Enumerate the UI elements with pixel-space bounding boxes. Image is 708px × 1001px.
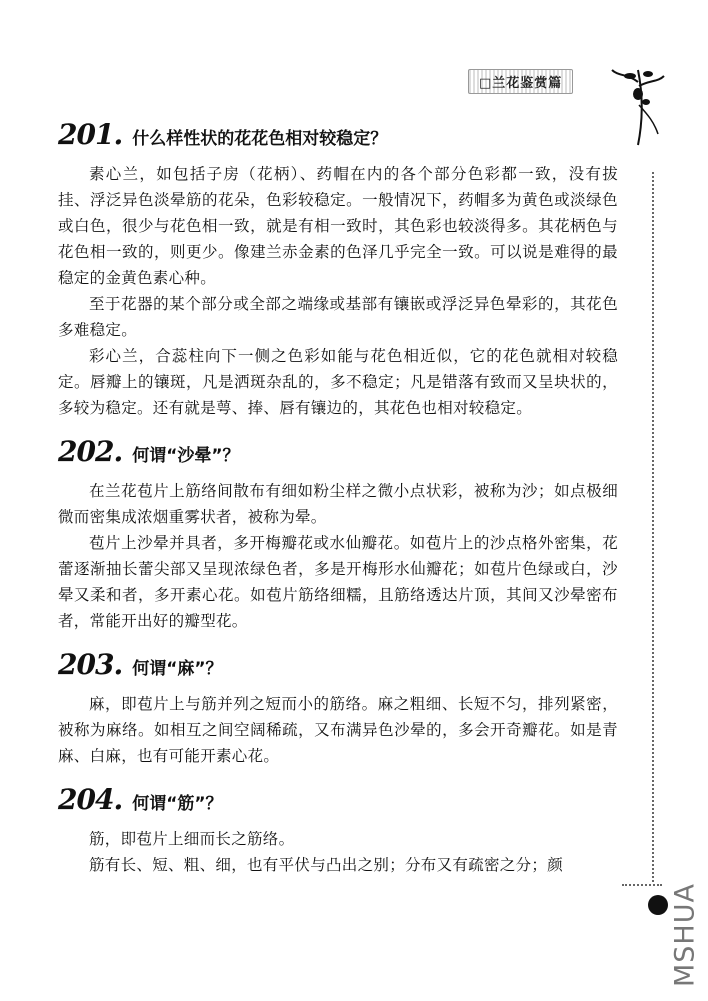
question-title: 什么样性状的花花色相对较稳定？ [132, 129, 388, 149]
paragraph: 苞片上沙晕并具者，多开梅瓣花或水仙瓣花。如苞片上的沙点格外密集，花蕾逐渐抽长蕾尖部又呈现浓绿色者，多是开梅形水仙瓣花；如苞片色绿或白，沙晕又柔和者，多开素心花。如苞片筋络细糯，且筋络透达片顶，其间又沙晕密布者，常能开出好的瓣型花。 [58, 534, 618, 630]
question-204 [58, 783, 618, 878]
paragraph: 在兰花苞片上筋络间散布有细如粉尘样之微小点状彩，被称为沙；如点极细微而密集成浓烟重雾状者，被称为晕。 [58, 482, 618, 526]
question-202 [58, 435, 618, 634]
question-heading [58, 118, 618, 151]
question-title: 何谓“筋”？ [132, 794, 223, 814]
question-number: 202. [58, 435, 123, 468]
paragraph: 彩心兰，合蕊柱向下一侧之色彩如能与花色相近似，它的花色就相对较稳定。唇瓣上的镶斑，凡是洒斑杂乱的，多不稳定；凡是错落有致而又呈块状的，多较为稳定。还有就是萼、捧、唇有镶边的，其花色也相对较稳定。 [58, 347, 618, 417]
question-201 [58, 118, 618, 421]
question-title: 何谓“麻”？ [132, 659, 223, 679]
question-number: 203. [58, 648, 123, 681]
dotted-bottom-rule [622, 884, 662, 886]
question-heading [58, 435, 618, 468]
dotted-margin-rule [652, 172, 654, 882]
question-heading [58, 783, 618, 816]
paragraph: 素心兰，如包括子房（花柄）、药帽在内的各个部分色彩都一致，没有拔挂、浮泛异色淡晕筋的花朵，色彩较稳定。一般情况下，药帽多为黄色或淡绿色或白色，很少与花色相一致，就是有相一致时，其色彩也较淡得多。其花柄色与花色相一致的，则更少。像建兰赤金素的色泽几乎完全一致。可以说是难得的最稳定的金黄色素心种。 [58, 165, 618, 287]
watermark: MSHUA [669, 883, 701, 987]
main-content [58, 118, 618, 892]
question-heading [58, 648, 618, 681]
question-title: 何谓“沙晕”？ [132, 446, 240, 466]
question-203 [58, 648, 618, 769]
question-number: 201. [58, 118, 123, 151]
paragraph: 筋，即苞片上细而长之筋络。 [89, 830, 295, 848]
running-header-label: □兰花鉴赏篇 [468, 69, 573, 94]
question-number: 204. [58, 783, 123, 816]
paragraph: 至于花器的某个部分或全部之端缘或基部有镶嵌或浮泛异色晕彩的，其花色多难稳定。 [58, 295, 618, 339]
running-header [468, 70, 608, 92]
paragraph: 筋有长、短、粗、细，也有平伏与凸出之别；分布又有疏密之分；颜 [89, 856, 564, 874]
paragraph: 麻，即苞片上与筋并列之短而小的筋络。麻之粗细、长短不匀，排列紧密，被称为麻络。如相互之间空阔稀疏，又布满异色沙晕的，多会开奇瓣花。如是青麻、白麻，也有可能开素心花。 [58, 695, 618, 765]
